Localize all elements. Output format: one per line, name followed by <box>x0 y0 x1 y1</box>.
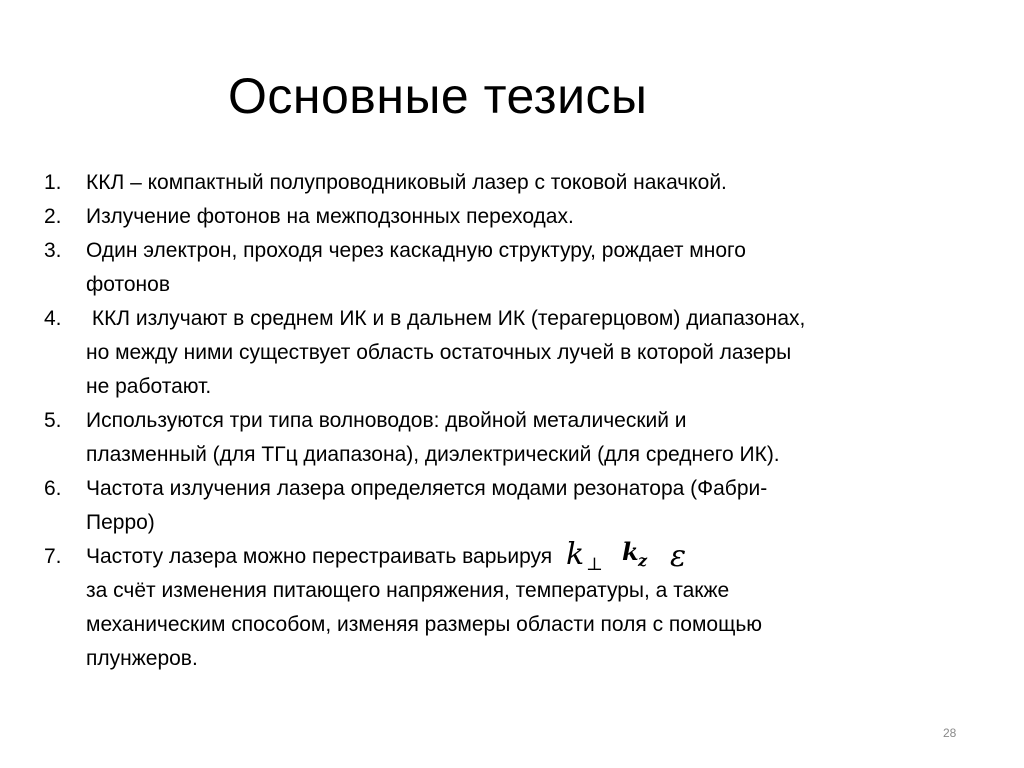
list-item <box>44 234 994 302</box>
item-number: 1. <box>44 171 62 194</box>
list-item <box>44 537 994 676</box>
item-line: ККЛ – компактный полупроводниковый лазер с токовой накачкой. <box>86 171 727 194</box>
item-line: не работают. <box>86 375 212 398</box>
slide-title: Основные тезисы <box>228 68 648 124</box>
page-number: 28 <box>943 726 957 740</box>
item-text <box>86 537 994 676</box>
list-item <box>44 166 994 200</box>
formula-k-perp-sub: ⊥ <box>586 554 603 575</box>
item-text <box>86 234 994 302</box>
item-text <box>86 200 994 234</box>
item-text <box>86 404 994 472</box>
formula-k-perp: k <box>566 537 585 573</box>
formula-svg <box>564 536 704 574</box>
item-line: Перро) <box>86 511 155 534</box>
item-text <box>86 472 994 540</box>
item-line: фотонов <box>86 273 170 296</box>
formula-epsilon: ε <box>670 539 687 575</box>
item-number: 4. <box>44 307 62 330</box>
item-line: но между ними существует область остаточных лучей в которой лазеры <box>86 341 792 364</box>
item-number: 6. <box>44 477 62 500</box>
item-text <box>86 302 994 404</box>
formula-k-z-sub: z <box>638 551 648 571</box>
item-line: Излучение фотонов на межподзонных переходах. <box>86 205 574 228</box>
formula-image <box>564 536 704 575</box>
item-line: плазменный (для ТГц диапазона), диэлектрический (для среднего ИК). <box>86 443 780 466</box>
item-line-text: Частоту лазера можно перестраивать варьируя <box>86 545 553 568</box>
item-number: 5. <box>44 409 62 432</box>
formula-k-z: k <box>622 537 639 567</box>
item-line: Частота излучения лазера определяется модами резонатора (Фабри- <box>86 477 768 500</box>
item-line <box>86 537 994 575</box>
thesis-list <box>44 166 994 676</box>
item-line: Один электрон, проходя через каскадную структуру, рождает много <box>86 239 746 262</box>
list-item <box>44 302 994 404</box>
item-number: 3. <box>44 239 62 262</box>
list-item <box>44 200 994 234</box>
item-line: механическим способом, изменяя размеры области поля с помощью <box>86 613 763 637</box>
item-text <box>86 166 994 200</box>
item-line: за счёт изменения питающего напряжения, температуры, а также <box>86 579 730 603</box>
list-item <box>44 404 994 472</box>
list-item <box>44 472 994 540</box>
item-number: 2. <box>44 205 62 228</box>
item-line: плунжеров. <box>86 647 198 671</box>
item-line: Используются три типа волноводов: двойной металический и <box>86 409 687 432</box>
item-number: 7. <box>44 545 62 568</box>
item-line: ККЛ излучают в среднем ИК и в дальнем ИК (терагерцовом) диапазонах, <box>86 307 806 330</box>
